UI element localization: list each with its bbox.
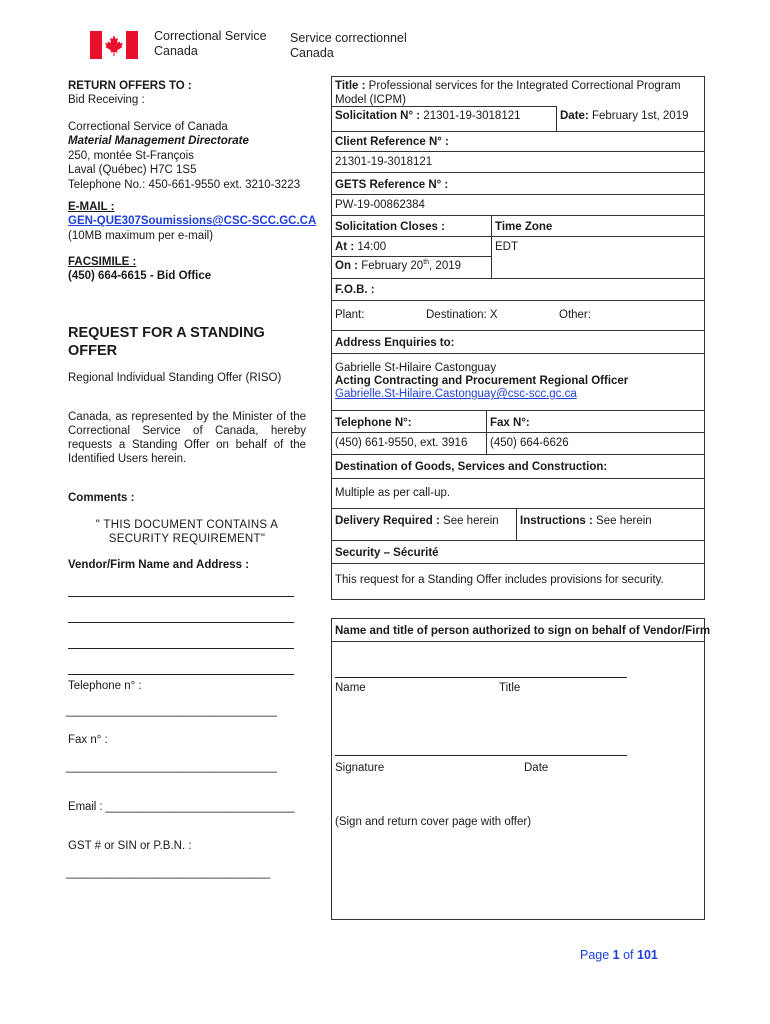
address-line2: Laval (Québec) H7C 1S5 <box>68 164 197 177</box>
closing-time-label: At : <box>335 241 355 253</box>
title-field <box>335 79 697 107</box>
telephone-value: (450) 661-9550, ext. 3916 <box>335 437 468 449</box>
instructions-label: Instructions : <box>520 515 593 527</box>
title-label: Title : <box>335 80 366 92</box>
fob-destination: Destination: X <box>426 309 498 321</box>
directorate: Material Management Directorate <box>68 135 249 148</box>
rule <box>331 330 705 331</box>
solicitation-number-value: 21301-19-3018121 <box>420 110 521 122</box>
name-title-line[interactable] <box>335 677 627 678</box>
rule <box>331 508 705 509</box>
fob-plant: Plant: <box>335 309 365 321</box>
rule <box>331 410 705 411</box>
vendor-line-4[interactable] <box>68 674 294 675</box>
fax-value: (450) 664-6626 <box>490 437 569 449</box>
rule <box>331 172 705 173</box>
rule <box>331 454 705 455</box>
telephone-label: Telephone N°: <box>335 417 412 429</box>
date-label: Date: <box>560 110 589 122</box>
email-field[interactable]: Email : ______________________________ <box>68 801 295 813</box>
closing-time-field <box>335 240 386 254</box>
rule <box>331 641 705 642</box>
contact-email-link[interactable]: Gabrielle.St-Hilaire.Castonguay@csc-scc.gc.ca <box>335 388 577 400</box>
contact-block <box>335 362 628 401</box>
fax-field-line[interactable]: __________________________________ <box>66 761 277 773</box>
security-value: This request for a Standing Offer includes provisions for security. <box>335 574 664 586</box>
request-title-line2: OFFER <box>68 343 118 359</box>
rule <box>331 353 705 354</box>
dept-name-french <box>290 31 407 61</box>
facsimile-label: FACSIMILE : <box>68 256 137 268</box>
name-caption: Name <box>335 682 366 694</box>
fax-block <box>68 255 318 284</box>
delivery-required-field <box>335 514 499 528</box>
solicitation-number-field <box>335 109 521 123</box>
address-enquiries-label: Address Enquiries to: <box>335 337 455 349</box>
rule <box>331 540 705 541</box>
rule <box>331 131 705 132</box>
date-field <box>560 109 689 123</box>
solicitation-number-label: Solicitation N° : <box>335 110 421 122</box>
rule <box>331 300 705 301</box>
rule <box>486 410 487 454</box>
rule <box>331 563 705 564</box>
time-zone-value: EDT <box>495 241 518 253</box>
vendor-line-3[interactable] <box>68 648 294 649</box>
rule <box>556 106 557 131</box>
delivery-required-label: Delivery Required : <box>335 515 440 527</box>
page-word: Page <box>580 948 613 962</box>
date-value: February 1st, 2019 <box>588 110 689 122</box>
gets-reference-value: PW-19-00862384 <box>335 199 425 211</box>
contact-name: Gabrielle St-Hilaire Castonguay <box>335 362 497 374</box>
sign-return-note: (Sign and return cover page with offer) <box>335 816 532 828</box>
address-line1: 250, montée St-François <box>68 149 194 162</box>
delivery-required-value: See herein <box>439 515 499 527</box>
gst-field-line[interactable]: __________________________________ <box>66 867 270 879</box>
comments-label: Comments : <box>68 492 135 504</box>
rule <box>331 478 705 479</box>
gets-reference-label: GETS Reference N° : <box>335 179 449 191</box>
rule <box>331 151 705 152</box>
rule <box>491 215 492 278</box>
of-word: of <box>619 948 637 962</box>
rule <box>331 278 705 279</box>
title-value: Professional services for the Integrated Correctional Program Model (ICPM) <box>335 80 681 106</box>
dept-en-line1: Correctional Service <box>154 29 267 43</box>
vendor-firm-label: Vendor/Firm Name and Address : <box>68 559 250 571</box>
client-reference-label: Client Reference N° : <box>335 136 449 148</box>
fax-label: Fax N°: <box>490 417 530 429</box>
telephone-field-label: Telephone n° : <box>68 680 142 692</box>
canada-statement: Canada, as represented by the Minister of the Correctional Service of Canada, hereby requests a Standing Offer on behalf of the Identified Users herein. <box>68 411 306 465</box>
closing-date-field <box>335 259 461 273</box>
email-note: (10MB maximum per e-mail) <box>68 229 214 242</box>
signature-box <box>331 618 705 920</box>
dept-en-line2: Canada <box>154 44 198 58</box>
email-link[interactable]: GEN-QUE307Soumissions@CSC-SCC.GC.CA <box>68 215 317 228</box>
dept-fr-line2: Canada <box>290 46 334 60</box>
rule <box>331 215 705 216</box>
fax-field-label: Fax n° : <box>68 734 108 746</box>
page-total: 101 <box>637 948 658 962</box>
title-caption: Title <box>499 682 521 694</box>
closing-date-suffix: th <box>423 259 430 267</box>
solicitation-closes-label: Solicitation Closes : <box>335 221 445 233</box>
vendor-line-2[interactable] <box>68 622 294 623</box>
bid-receiving: Bid Receiving : <box>68 94 145 107</box>
dept-fr-line1: Service correctionnel <box>290 31 407 45</box>
telephone-field-line[interactable]: __________________________________ <box>66 705 277 717</box>
rule <box>331 236 705 237</box>
riso-text: Regional Individual Standing Offer (RISO) <box>68 372 282 384</box>
rule <box>331 194 705 195</box>
return-offers-label: RETURN OFFERS TO : <box>68 80 192 92</box>
facsimile-number: (450) 664-6615 - Bid Office <box>68 270 212 283</box>
closing-date-label: On : <box>335 260 358 272</box>
email-label: E-MAIL : <box>68 201 115 213</box>
signature-date-line[interactable] <box>335 755 627 756</box>
fob-other: Other: <box>559 309 591 321</box>
page-number: 1 <box>612 948 620 962</box>
instructions-field <box>520 514 652 528</box>
instructions-value: See herein <box>592 515 652 527</box>
canada-flag-icon <box>90 31 138 59</box>
destination-goods-label: Destination of Goods, Services and Construction: <box>335 461 608 473</box>
page-indicator <box>580 948 658 964</box>
closing-date-value: February 20 <box>358 260 424 272</box>
destination-goods-value: Multiple as per call-up. <box>335 487 451 499</box>
signature-box-heading: Name and title of person authorized to sign on behalf of Vendor/Firm <box>335 625 711 637</box>
closing-time-value: 14:00 <box>354 241 387 253</box>
contact-title: Acting Contracting and Procurement Regional Officer <box>335 375 629 387</box>
email-block <box>68 200 328 243</box>
org-name: Correctional Service of Canada <box>68 121 228 133</box>
date-caption: Date <box>524 762 549 774</box>
address-block <box>68 120 318 192</box>
rule <box>331 256 491 257</box>
rule <box>516 508 517 540</box>
return-offers-block <box>68 79 318 108</box>
client-reference-value: 21301-19-3018121 <box>335 156 433 168</box>
dept-name-english <box>154 29 267 59</box>
time-zone-label: Time Zone <box>495 221 553 233</box>
rule <box>331 432 705 433</box>
signature-caption: Signature <box>335 762 385 774</box>
gst-label: GST # or SIN or P.B.N. : <box>68 840 192 852</box>
closing-date-year: , 2019 <box>429 260 462 272</box>
security-label: Security – Sécurité <box>335 547 439 559</box>
rule <box>331 106 556 107</box>
security-requirement-comment: " THIS DOCUMENT CONTAINS A SECURITY REQUIREMENT" <box>95 519 279 545</box>
request-title-line1: REQUEST FOR A STANDING <box>68 325 265 341</box>
vendor-line-1[interactable] <box>68 596 294 597</box>
request-title <box>68 324 318 360</box>
fob-label: F.O.B. : <box>335 284 375 296</box>
office-telephone: Telephone No.: 450-661-9550 ext. 3210-3223 <box>68 178 301 191</box>
